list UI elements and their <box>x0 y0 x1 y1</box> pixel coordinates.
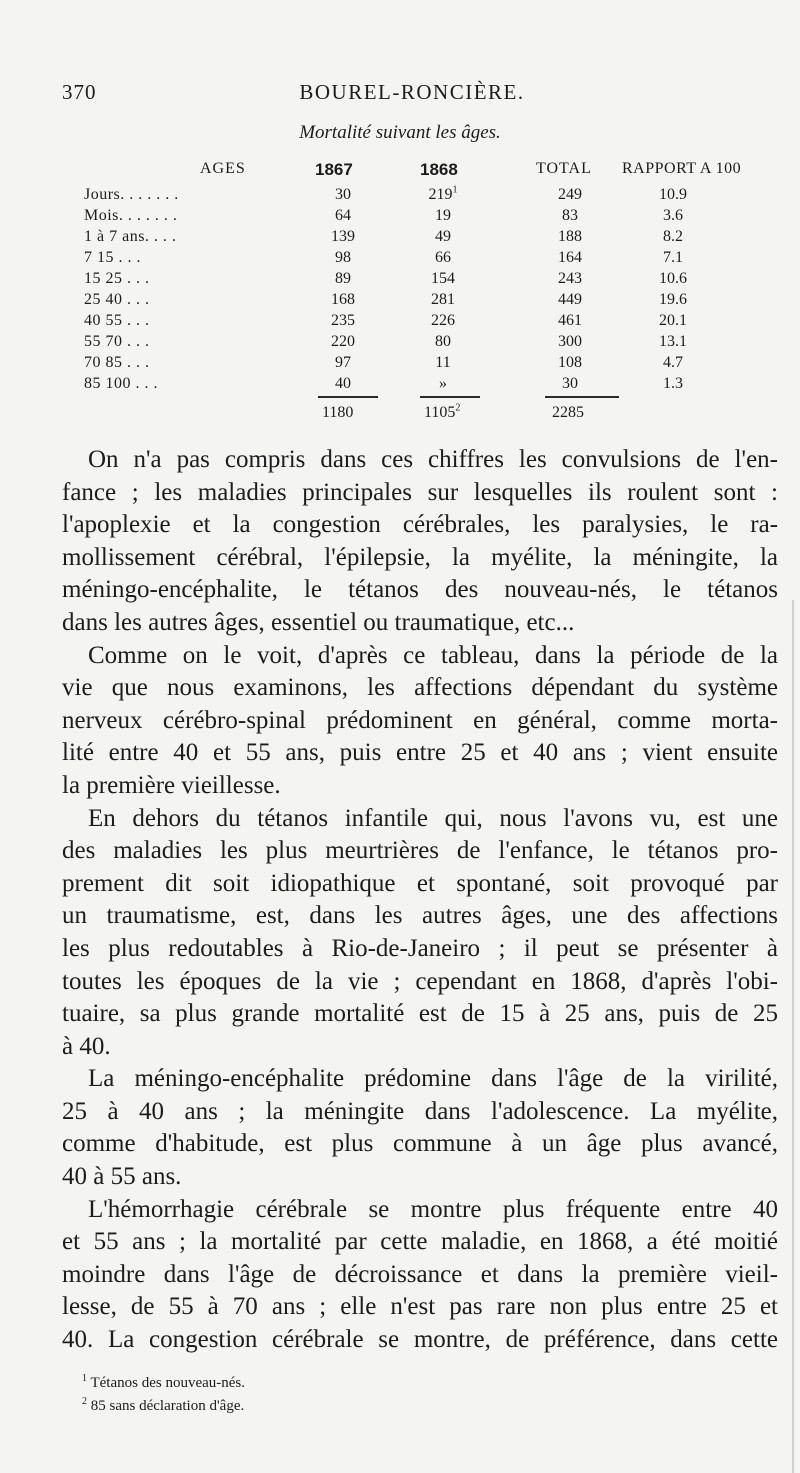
total-cell: 249 <box>558 186 582 203</box>
value-1867-cell: 235 <box>331 312 355 329</box>
total-grand: 2285 <box>552 404 584 421</box>
text-line: 40. La congestion cérébrale se montre, de préférence, dans cette <box>62 1326 778 1354</box>
paragraph <box>62 1194 778 1357</box>
table-row <box>0 249 800 271</box>
value-1868-cell: 11 <box>435 354 451 371</box>
footnote-text: 85 sans déclaration d'âge. <box>90 1398 245 1414</box>
value-1867-cell: 220 <box>331 333 355 350</box>
footnote-text: Tétanos des nouveau-nés. <box>90 1375 246 1391</box>
rapport-cell: 10.9 <box>659 186 687 203</box>
sum-rule <box>545 396 619 398</box>
footnote <box>82 1372 245 1395</box>
total-cell: 188 <box>558 228 582 245</box>
footnote-ref: 2 <box>455 402 461 414</box>
value-1867-cell: 168 <box>331 291 355 308</box>
total-cell: 461 <box>558 312 582 329</box>
text-line: fance ; les maladies principales sur lesquelles ils roulent sont : <box>62 478 778 506</box>
sum-rule <box>318 396 378 398</box>
text-line: lité entre 40 et 55 ans, puis entre 25 et 40 ans ; vient ensuite <box>62 739 778 767</box>
age-cell: 1 à 7 ans. . . . <box>84 228 177 245</box>
total-cell: 300 <box>558 333 582 350</box>
running-head: BOUREL-RONCIÈRE. <box>299 80 525 104</box>
total-cell: 83 <box>562 207 578 224</box>
value-1867-cell: 98 <box>335 249 351 266</box>
text-line: toutes les époques de la vie ; cependant en 1868, d'après l'obi- <box>62 967 778 995</box>
rapport-cell: 19.6 <box>659 291 687 308</box>
age-cell: 70 85 . . . <box>84 354 150 371</box>
rapport-cell: 8.2 <box>663 228 683 245</box>
rapport-cell: 3.6 <box>663 207 683 224</box>
footnote-mark: 1 <box>82 1373 87 1384</box>
text-line: comme d'habitude, est plus commune à un âge plus avancé, <box>62 1130 778 1158</box>
text-line: mollissement cérébral, l'épilepsie, la myélite, la méningite, la <box>62 543 778 571</box>
text-line: moindre dans l'âge de décroissance et dans la première vieil- <box>62 1260 778 1288</box>
column-header-1868: 1868 <box>420 160 458 179</box>
rapport-cell: 13.1 <box>659 333 687 350</box>
value-1868-cell: 19 <box>435 207 451 224</box>
value-1867-cell: 30 <box>335 186 351 203</box>
text-line: La méningo-encéphalite prédomine dans l'âge de la virilité, <box>88 1065 778 1093</box>
paragraph <box>62 803 778 1064</box>
text-line: la première vieillesse. <box>62 771 281 799</box>
text-line: lesse, de 55 à 70 ans ; elle n'est pas rare non plus entre 25 et <box>62 1293 778 1321</box>
text-line: En dehors du tétanos infantile qui, nous l'avons vu, est une <box>88 804 778 832</box>
text-line: l'apoplexie et la congestion cérébrales, les paralysies, le ra- <box>62 511 778 539</box>
value-1867-cell: 40 <box>335 375 351 392</box>
text-line: 25 à 40 ans ; la méningite dans l'adolescence. La myélite, <box>62 1097 778 1125</box>
value-1867-cell: 89 <box>335 270 351 287</box>
table-title: Mortalité suivant les âges. <box>299 122 501 143</box>
age-cell: 15 25 . . . <box>84 270 150 287</box>
footnote <box>82 1395 245 1418</box>
text-line: et 55 ans ; la mortalité par cette maladie, en 1868, a été moitié <box>62 1228 778 1256</box>
text-line: des maladies les plus meurtrières de l'enfance, le tétanos pro- <box>62 837 778 865</box>
rapport-cell: 4.7 <box>663 354 683 371</box>
page-number: 370 <box>62 80 97 104</box>
total-cell: 108 <box>558 354 582 371</box>
text-line: On n'a pas compris dans ces chiffres les convulsions de l'en- <box>88 446 778 473</box>
age-cell: 25 40 . . . <box>84 291 150 308</box>
value-1867-cell: 97 <box>335 354 351 371</box>
table-row <box>0 186 800 208</box>
column-header-1867: 1867 <box>315 160 353 179</box>
footnotes <box>82 1372 245 1418</box>
value-1868-cell: 66 <box>435 249 451 266</box>
text-line: à 40. <box>62 1032 111 1060</box>
value-1868-cell: 281 <box>431 291 455 308</box>
text-line: tuaire, sa plus grande mortalité est de 15 à 25 ans, puis de 25 <box>62 1000 778 1028</box>
table-row <box>0 270 800 292</box>
age-cell: 7 15 . . . <box>84 249 141 266</box>
text-line: un traumatisme, est, dans les autres âges, une des affections <box>62 902 778 930</box>
total-cell: 449 <box>558 291 582 308</box>
value-1868-cell: 219 <box>428 186 453 203</box>
value-1868-cell: 49 <box>435 228 451 245</box>
age-cell: 55 70 . . . <box>84 333 150 350</box>
text-line: L'hémorrhagie cérébrale se montre plus fréquente entre 40 <box>88 1195 778 1223</box>
age-cell: 85 100 . . . <box>84 375 158 392</box>
age-cell: Mois. . . . . . . <box>84 207 178 224</box>
total-cell: 164 <box>558 249 582 266</box>
text-line: vie que nous examinons, les affections dépendant du système <box>62 674 778 702</box>
table-row <box>0 228 800 250</box>
footnote-mark: 2 <box>82 1396 87 1407</box>
value-1868-cell <box>418 186 468 204</box>
text-line: méningo-encéphalite, le tétanos des nouveau-nés, le tétanos <box>62 576 778 604</box>
table-row <box>0 312 800 334</box>
value-1868-cell: 154 <box>431 270 455 287</box>
text-line: 40 à 55 ans. <box>62 1163 182 1191</box>
total-cell: 30 <box>562 375 578 392</box>
age-cell: Jours. . . . . . . <box>84 186 179 203</box>
total-1867: 1180 <box>322 404 354 421</box>
text-line: les plus redoutables à Rio-de-Janeiro ; il peut se présenter à <box>62 934 778 962</box>
table-row <box>0 291 800 313</box>
value-1867-cell: 64 <box>335 207 351 224</box>
page-header <box>62 80 762 110</box>
age-cell: 40 55 . . . <box>84 312 150 329</box>
value-1868-cell: » <box>439 375 447 392</box>
table-row <box>0 333 800 355</box>
column-header-rapport: RAPPORT A 100 <box>622 160 742 177</box>
rapport-cell: 7.1 <box>663 249 683 266</box>
body-text <box>62 444 778 1357</box>
rapport-cell: 20.1 <box>659 312 687 329</box>
column-header-total: TOTAL <box>536 160 592 177</box>
value-1868-cell: 226 <box>431 312 455 329</box>
column-header-ages: AGES <box>200 160 246 177</box>
paragraph <box>62 444 778 640</box>
rapport-cell: 10.6 <box>659 270 687 287</box>
text-line: nerveux cérébro-spinal prédominent en général, comme morta- <box>62 706 778 734</box>
table-row <box>0 207 800 229</box>
value-1868-cell: 80 <box>435 333 451 350</box>
table-row <box>0 375 800 397</box>
footnote-ref: 1 <box>452 184 458 196</box>
text-line: dans les autres âges, essentiel ou traumatique, etc... <box>62 608 575 636</box>
sum-rule <box>420 396 480 398</box>
page-edge-shadow <box>792 600 794 1473</box>
table-row <box>0 354 800 376</box>
paragraph <box>62 1063 778 1193</box>
total-1868: 1105$^2$ <box>424 402 461 421</box>
text-line: prement dit soit idiopathique et spontané, soit provoqué par <box>62 869 778 897</box>
total-cell: 243 <box>558 270 582 287</box>
text-line: Comme on le voit, d'après ce tableau, dans la période de la <box>88 641 778 669</box>
rapport-cell: 1.3 <box>663 375 683 392</box>
paragraph <box>62 640 778 803</box>
value-1867-cell: 139 <box>331 228 355 245</box>
